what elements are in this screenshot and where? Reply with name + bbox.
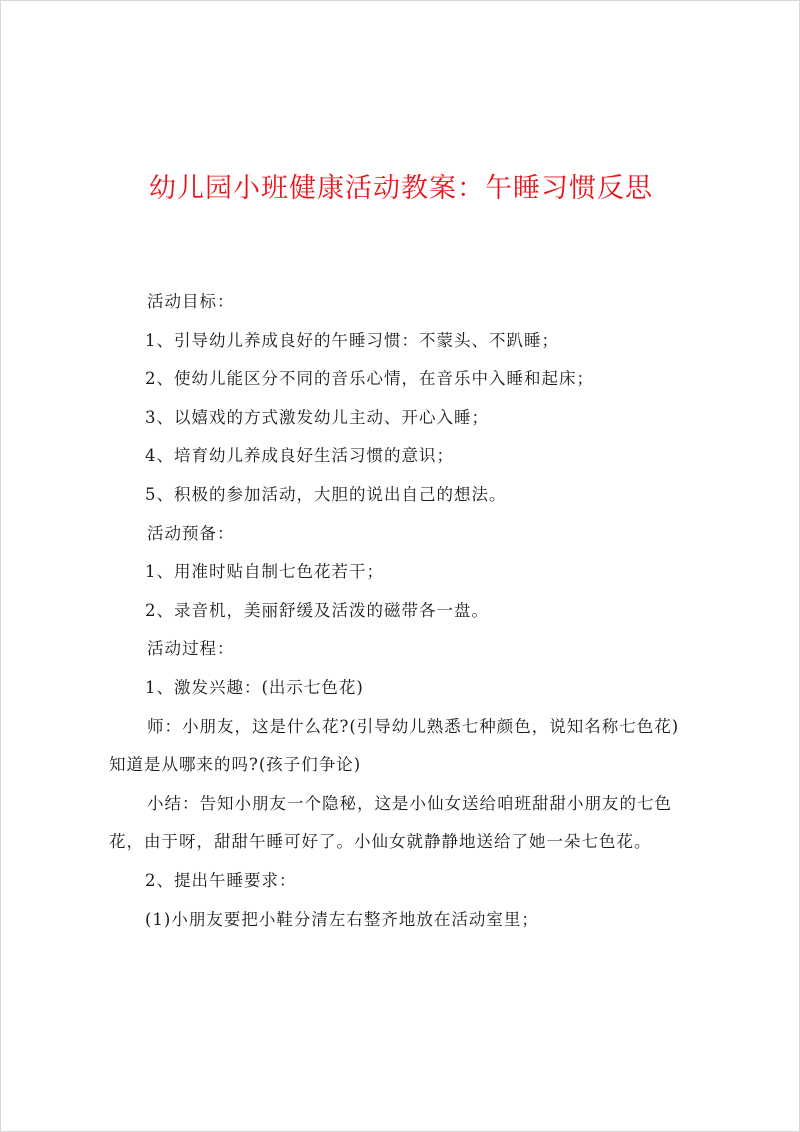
section-heading-process: 活动过程：: [147, 639, 235, 659]
goal-item-5: 5、积极的参加活动，大胆的说出自己的想法。: [145, 484, 507, 504]
process-paragraph: 师：小朋友，这是什么花?(引导幼儿熟悉七种颜色，说知名称七色花): [147, 716, 680, 736]
document-body: [109, 283, 709, 939]
preparation-item-1: 1、用准时贴自制七色花若干；: [145, 562, 384, 582]
goal-item-4: 4、培育幼儿养成良好生活习惯的意识；: [145, 446, 454, 466]
preparation-item-2: 2、录音机，美丽舒缓及活泼的磁带各一盘。: [145, 600, 489, 620]
process-paragraph-continued: 知道是从哪来的吗?(孩子们争论): [109, 755, 362, 775]
summary-paragraph: 小结：告知小朋友一个隐秘，这是小仙女送给咱班甜甜小朋友的七色: [147, 793, 672, 813]
goal-item-1: 1、引导幼儿养成良好的午睡习惯：不蒙头、不趴睡；: [145, 330, 559, 350]
summary-paragraph-continued: 花，由于呀，甜甜午睡可好了。小仙女就静静地送给了她一朵七色花。: [109, 832, 652, 852]
section-heading-goals: 活动目标：: [147, 292, 235, 311]
section-heading-preparation: 活动预备：: [147, 523, 235, 543]
document-title: 幼儿园小班健康活动教案：午睡习惯反思: [149, 173, 653, 204]
requirement-item-1: (1)小朋友要把小鞋分清左右整齐地放在活动室里；: [145, 909, 539, 929]
goal-item-3: 3、以嬉戏的方式激发幼儿主动、开心入睡；: [145, 407, 489, 427]
process-step-2: 2、提出午睡要求：: [145, 870, 297, 890]
process-step-1: 1、激发兴趣：(出示七色花): [145, 677, 364, 697]
goal-item-2: 2、使幼儿能区分不同的音乐心情，在音乐中入睡和起床；: [145, 369, 594, 389]
